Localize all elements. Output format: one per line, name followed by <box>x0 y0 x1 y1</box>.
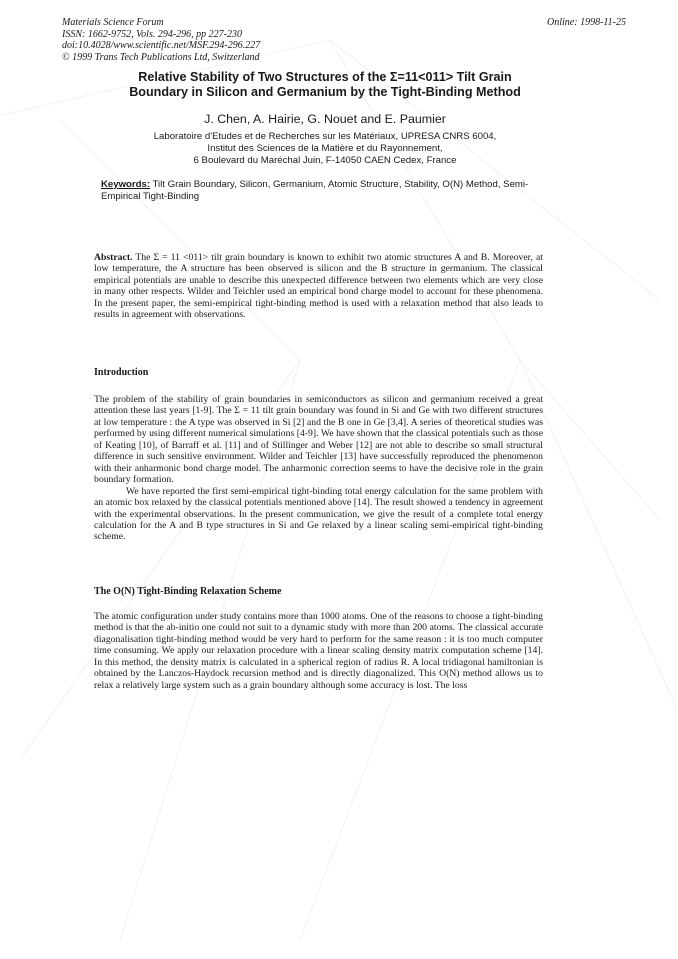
abstract-text: The Σ = 11 <011> tilt grain boundary is known to exhibit two atomic structures A and B. Moreover, at low temperature, the A structure has been observed is silicon and the B structure in germanium. The classical empirical potentials are unable to describe this unexpected difference between two elements which are very close in many other respects. Wilder and Teichler used an empirical bond charge model to account for these phenomena. In the present paper, the semi-empirical tight-binding method is used with a relaxation method that also leads to results in agreement with observations. <box>94 252 543 321</box>
issn-line: ISSN: 1662-9752, Vols. 294-296, pp 227-230 <box>62 28 242 40</box>
introduction-paragraph-2: We have reported the first semi-empirical tight-binding total energy calculation for the same problem with an atomic box relaxed by the classical potentials mentioned above [14]. The result showed a tendency in agreement with the experimental observations. In the present communication, we give the result of a complete total energy calculation for the A and B type structures in Si and Ge relaxed by a linear scaling semi-empirical tight-binding scheme. <box>94 485 543 543</box>
introduction-paragraph-1: The problem of the stability of grain boundaries in semiconductors as silicon and germanium received a great attention these last years [1-9]. The Σ = 11 tilt grain boundary was found in Si and Ge with two different structures at low temperature : the A type was observed in Si [2] and the B one in Ge [3,4]. A series of theoretical studies was performed by using different numerical simulations [4-9]. We have shown that the classical potentials such as those of Keating [10], of Barraff et al. [11] and of Stillinger and Weber [12] are not able to describe so small structural difference in such sensitive environment. Wilder and Teichler [13] have successfully reproduced the phenomenon with their anharmonic bond charge model. The anharmonic correction seems to have the decisive role in the grain boundary formation. <box>94 394 543 486</box>
journal-name: Materials Science Forum <box>62 17 164 28</box>
introduction-heading: Introduction <box>94 367 149 378</box>
publication-header <box>62 17 260 63</box>
section-tight-binding-body <box>94 611 543 691</box>
title-line-2: Boundary in Silicon and Germanium by the Tight-Binding Method <box>129 85 521 99</box>
keywords <box>101 179 556 203</box>
keywords-text: Tilt Grain Boundary, Silicon, Germanium, Atomic Structure, Stability, O(N) Method, Semi-Empirical Tight-Binding <box>101 179 529 202</box>
section-tight-binding-paragraph: The atomic configuration under study contains more than 1000 atoms. One of the reasons to choose a tight-binding method is that the ab-initio one could not suit to a dynamic study with more than 200 atoms. The classical accurate diagonalisation tight-binding method would be very hard to perform for the same reason : it is too much computer time consuming. We apply our relaxation procedure with a linear scaling density matrix computation scheme [14]. In this method, the density matrix is calculated in a spherical region of radius R. A local tridiagonal hamiltonian is obtained by the Lanczos-Haydock recursion method and is directly diagonalized. This O(N) method allows us to relax a relatively large system such as a grain boundary although some accuracy is lost. The loss <box>94 611 543 691</box>
abstract <box>94 252 543 321</box>
introduction-body <box>94 394 543 543</box>
affiliation <box>60 131 590 168</box>
affiliation-line-1: Laboratoire d'Etudes et de Recherches sur les Matériaux, UPRESA CNRS 6004, <box>153 131 497 142</box>
doi-line: doi:10.4028/www.scientific.net/MSF.294-296.227 <box>62 40 261 52</box>
affiliation-line-2: Institut des Sciences de la Matière et du Rayonnement, <box>207 143 443 155</box>
abstract-label: Abstract. <box>94 252 133 263</box>
authors: J. Chen, A. Hairie, G. Nouet and E. Paumier <box>204 112 446 126</box>
section-heading-tight-binding: The O(N) Tight-Binding Relaxation Scheme <box>94 586 282 597</box>
paper-title <box>60 70 590 100</box>
affiliation-line-3: 6 Boulevard du Maréchal Juin, F-14050 CAEN Cedex, France <box>193 155 457 167</box>
online-date: Online: 1998-11-25 <box>547 17 626 28</box>
title-line-1: Relative Stability of Two Structures of the Σ=11<011> Tilt Grain <box>138 70 512 84</box>
copyright-line: © 1999 Trans Tech Publications Ltd, Switzerland <box>62 51 260 63</box>
keywords-label: Keywords: <box>101 179 151 190</box>
